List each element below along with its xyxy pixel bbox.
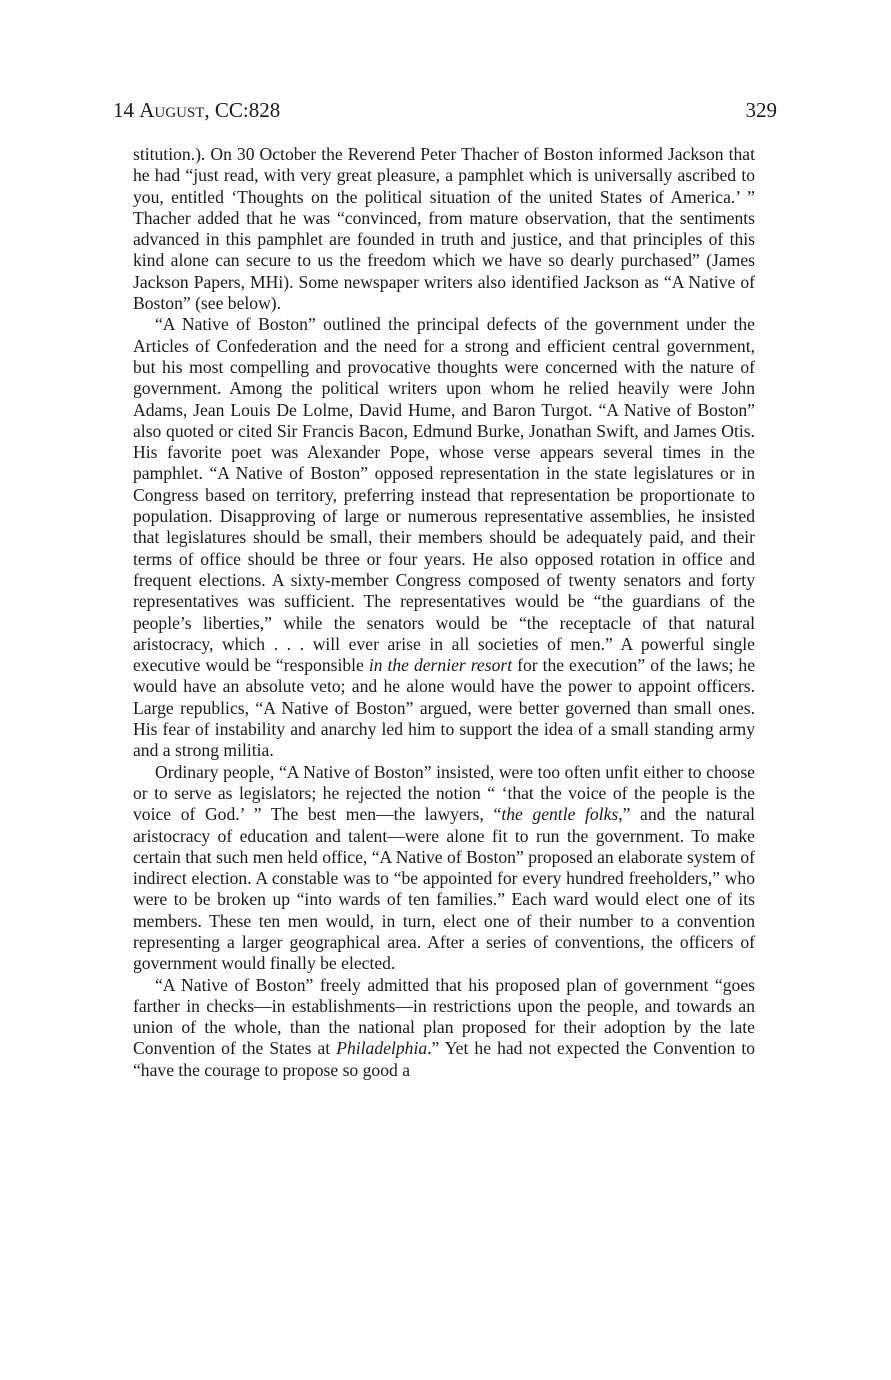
header-date-month: August — [139, 98, 205, 122]
text-run: ,” and the natural aristocracy of education and talent—were alone fit to run the government. To make certain that such men held office, “A Native of Boston” proposed an elaborate system of indirect election. A constable was to “be appointed for every hundred freeholders,” who were to be broken up “into wards of ten families.” Each ward would elect one of its members. These ten men would, in turn, elect one of their number to a convention representing a larger geographical area. After a series of conventions, the officers of government would finally be elected. — [133, 804, 755, 974]
italic-text: Philadelphia — [336, 1038, 428, 1059]
paragraph — [133, 144, 755, 314]
body-text — [133, 144, 755, 1081]
text-run: .” Yet he had not expected the Convention to “have the courage to propose so good a — [133, 1038, 756, 1080]
running-head-title — [113, 96, 280, 124]
text-run: “A Native of Boston” outlined the principal defects of the government under the Articles of Confederation and the need for a strong and efficient central government, but his most compelling and provocative thoughts were concerned with the nature of government. Among the political writers upon whom he relied heavily were John Adams, Jean Louis De Lolme, David Hume, and Baron Turgot. “A Native of Boston” also quoted or cited Sir Francis Bacon, Edmund Burke, Jonathan Swift, and James Otis. His favorite poet was Alexander Pope, whose verse appears several times in the pamphlet. “A Native of Boston” opposed representation in the state legislatures or in Congress based on territory, preferring instead that representation be proportionate to population. Disapproving of large or numerous representative assemblies, he insisted that legislatures should be small, their members should be adequately paid, and their terms of office should be three or four years. He also opposed rotation in office and frequent elections. A sixty-member Congress composed of twenty senators and forty representatives was sufficient. The representatives would be “the guardians of the people’s liberties,” while the senators would be “the receptacle of that natural aristocracy, which . . . will ever arise in all societies of men.” A powerful single executive would be “responsible — [133, 314, 755, 676]
paragraph — [133, 314, 755, 761]
running-head — [113, 96, 777, 126]
paragraph — [133, 762, 755, 975]
paragraph — [133, 975, 755, 1081]
page-number: 329 — [745, 98, 777, 122]
header-doc-ref: , CC:828 — [204, 98, 281, 122]
italic-text: in the dernier resort — [368, 655, 513, 676]
text-run: Ordinary people, “A Native of Boston” insisted, were too often unfit either to choose or to serve as legislators; he rejected the notion “ ‘that the voice of the people is the voice of God.’ ” The best men—the lawyers, “ — [133, 761, 755, 825]
text-run: for the execution” of the laws; he would have an absolute veto; and he alone would have the power to appoint officers. Large republics, “A Native of Boston” argued, were better governed than small ones. His fear of instability and anarchy led him to support the idea of a small standing army and a strong militia. — [133, 655, 756, 761]
text-run: “A Native of Boston” freely admitted that his proposed plan of government “goes farther in checks—in establishments—in restrictions upon the people, and towards an union of the whole, than the national plan proposed for their adoption by the late Convention of the States at — [133, 974, 755, 1059]
header-date-day: 14 — [113, 98, 140, 122]
italic-text: the gentle folks — [501, 804, 619, 825]
text-run: stitution.). On 30 October the Reverend Peter Thacher of Boston informed Jackson that he had “just read, with very great pleasure, a pamphlet which is universally ascribed to you, entitled ‘Thoughts on the political situation of the united States of America.’ ” Thacher added that he was “convinced, from mature observation, that the sentiments advanced in this pamphlet are founded in truth and justice, and that principles of this kind alone can secure to us the freedom which we have so dearly purchased” (James Jackson Papers, MHi). Some newspaper writers also identified Jackson as “A Native of Boston” (see below). — [133, 144, 755, 314]
